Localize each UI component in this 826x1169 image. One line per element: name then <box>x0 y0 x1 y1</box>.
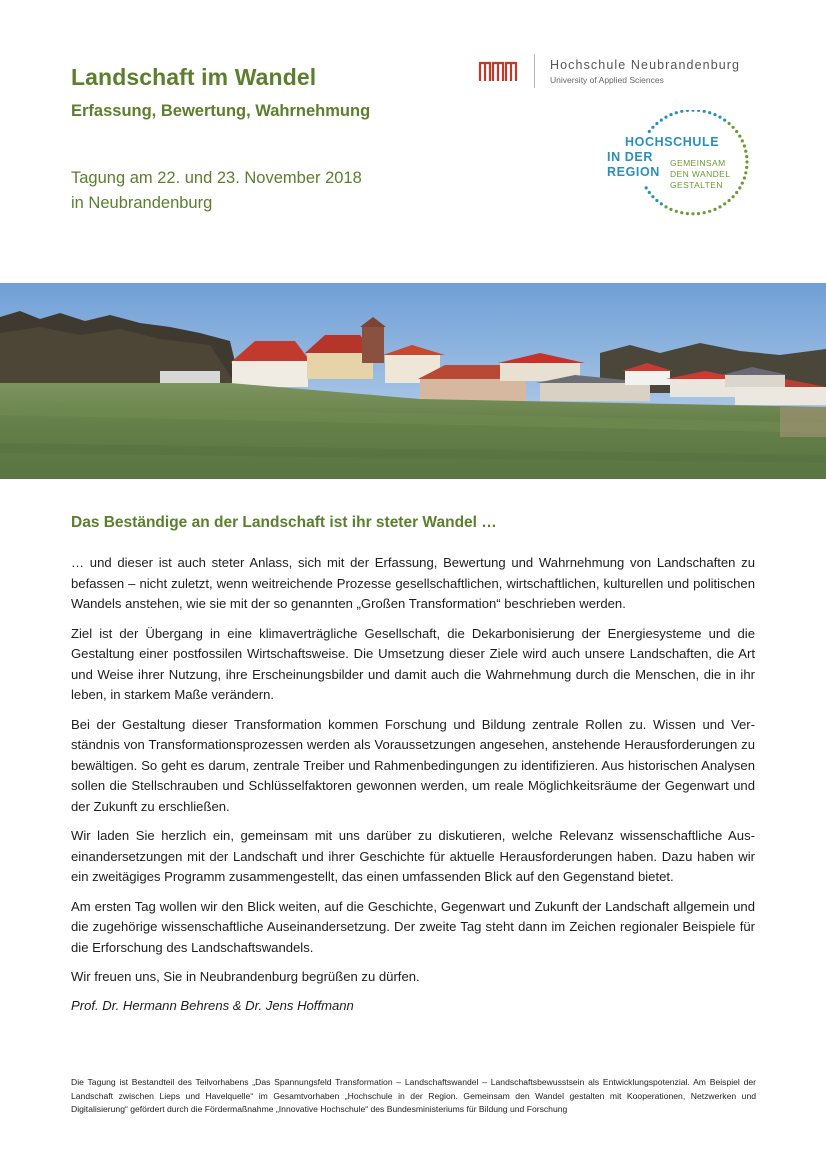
region-logo-tag2: DEN WANDEL <box>670 169 731 179</box>
logo-dot <box>669 113 672 116</box>
logo-dot <box>732 195 735 198</box>
logo-dot <box>651 126 654 129</box>
logo-dot <box>743 176 746 179</box>
logo-dot <box>728 122 731 125</box>
paragraph-1: … und dieser ist auch steter Anlass, sich mit der Erfassung, Bewertung und Wahrnehmung von Landschaften zu befassen – nicht zuletzt, wenn weitreichende Prozesse gesellschaftlichen, wirtschaftlichen, kulturellen und politischen Wandels anstehen, wie sie mit der so genannten „Großen Transformation“ beschrieben werden. <box>71 555 755 611</box>
logo-dot <box>728 199 731 202</box>
logo-dot <box>732 126 735 129</box>
logo-dot <box>680 110 683 113</box>
logo-dot <box>738 135 741 138</box>
logo-dot <box>703 211 706 214</box>
logo-dot <box>741 182 744 185</box>
logo-dot <box>713 113 716 116</box>
logo-dot <box>723 119 726 122</box>
logo-dot <box>743 144 746 147</box>
logo-dot <box>686 212 689 215</box>
logo-dot <box>660 202 663 205</box>
logo-dot <box>723 202 726 205</box>
region-logo-tag1: GEMEINSAM <box>670 158 726 168</box>
university-mark-icon <box>478 60 518 82</box>
logo-dot <box>708 111 711 114</box>
logo-dot <box>664 116 667 119</box>
logo-dot <box>655 122 658 125</box>
logo-dot <box>669 208 672 211</box>
logo-divider <box>534 54 535 88</box>
page-subtitle: Erfassung, Bewertung, Wahrnehmung <box>71 102 371 120</box>
landscape-photo <box>0 283 826 479</box>
logo-dot <box>744 171 747 174</box>
logo-dot <box>735 130 738 133</box>
logo-dot <box>718 116 721 119</box>
region-logo-tag3: GESTALTEN <box>670 180 723 190</box>
logo-dot <box>744 150 747 153</box>
logo-dot <box>686 110 689 112</box>
logo-dot <box>718 205 721 208</box>
body-text <box>71 553 755 1016</box>
university-subtitle: University of Applied Sciences <box>550 75 664 85</box>
page-title: Landschaft im Wandel <box>71 64 317 90</box>
logo-dot <box>713 208 716 211</box>
logo-dot <box>648 191 651 194</box>
paragraph-4: Wir laden Sie herzlich ein, gemeinsam mit uns darüber zu diskutieren, welche Relevanz wissenschaftliche Auseinandersetzungen mit der Landschaft und ihrer Geschichte für aktuelle Herausforderungen haben. Dazu haben wir ein zweitägiges Programm zusammengestellt, das einen umfassenden Blick auf den Gegenstand bietet. <box>71 828 755 884</box>
logo-dot <box>675 111 678 114</box>
event-date: Tagung am 22. und 23. November 2018 <box>71 169 362 187</box>
closing-line: Wir freuen uns, Sie in Neubrandenburg begrüßen zu dürfen. <box>71 969 420 984</box>
logo-dot <box>745 166 748 169</box>
logo-dot <box>664 205 667 208</box>
signature: Prof. Dr. Hermann Behrens & Dr. Jens Hoffmann <box>71 997 354 1013</box>
region-logo-line1: HOCHSCHULE <box>625 135 720 149</box>
region-logo-line3: REGION <box>607 165 660 179</box>
section-heading: Das Beständige an der Landschaft ist ihr steter Wandel … <box>71 514 497 531</box>
university-logo <box>478 54 768 90</box>
logo-dot <box>708 210 711 213</box>
logo-dot <box>703 110 706 113</box>
logo-dot <box>651 195 654 198</box>
footnote: Die Tagung ist Bestandteil des Teilvorhabens „Das Spannungsfeld Transformation – Landschaftswandel – Landschaftsbewusstsein als Entwicklungspotenzial. Am Beispiel der Landschaft zwischen Lieps und Havelquelle“ im Gesamtvorhaben „Hochschule in der Region. Gemeinsam den Wandel gestalten mit Kooperationen, Netzwerken und Digitalisierung“ gefördert durch die Fördermaßnahme „Innovative Hochschule“ des Bundesministeriums für Bildung und Forschung <box>71 1077 756 1115</box>
region-logo-line2: IN DER <box>607 150 653 164</box>
logo-dot <box>660 119 663 122</box>
logo-dot <box>648 130 651 133</box>
logo-dot <box>745 160 748 163</box>
logo-dot <box>645 186 648 189</box>
logo-dot <box>691 212 694 215</box>
logo-dot <box>741 139 744 142</box>
logo-dot <box>675 210 678 213</box>
region-logo <box>598 110 758 220</box>
university-name: Hochschule Neubrandenburg <box>550 58 741 72</box>
logo-dot <box>655 199 658 202</box>
logo-dot <box>735 191 738 194</box>
paragraph-2: Ziel ist der Übergang in eine klimaverträgliche Gesellschaft, die Dekarbonisierung der Energiesysteme und die Gestaltung einer postfossilen Wirtschaftsweise. Die Umsetzung dieser Ziele wird auch unsere Landschaften, die Art und Weise ihrer Nutzung, ihre Erscheinungsbilder und damit auch die Wahrnehmung durch die Menschen, die in ihr leben, in starkem Maße verändern. <box>71 625 755 702</box>
logo-dot <box>691 110 694 112</box>
logo-dot <box>745 155 748 158</box>
logo-dot <box>697 110 700 112</box>
logo-dot <box>697 212 700 215</box>
paragraph-5: Am ersten Tag wollen wir den Blick weiten, auf die Geschichte, Gegenwart und Zukunft der Landschaft allgemein und die zugehörige wissenschaftliche Auseinandersetzung. Der zweite Tag steht dann im Zeichen regionaler Beispiele für die Erforschung des Landschaftswandels. <box>71 898 755 955</box>
logo-dot <box>680 211 683 214</box>
logo-dot <box>738 186 741 189</box>
paragraph-3: Bei der Gestaltung dieser Transformation kommen Forschung und Bildung zentrale Rollen zu. Wissen und Verständnis von Transformationsprozessen werden als Voraussetzungen angesehen, anstehende Herausforderungen zu bewältigen. So geht es darum, zentrale Treiber und Rahmenbedingungen zu identifizieren. Aus historischen Analysen sollen die Stellschrauben und Schlüsselfaktoren gewonnen werden, um reale Möglichkeitsräume der Gegenwart und der Zukunft zu erschließen. <box>71 716 755 814</box>
event-place: in Neubrandenburg <box>71 194 213 212</box>
